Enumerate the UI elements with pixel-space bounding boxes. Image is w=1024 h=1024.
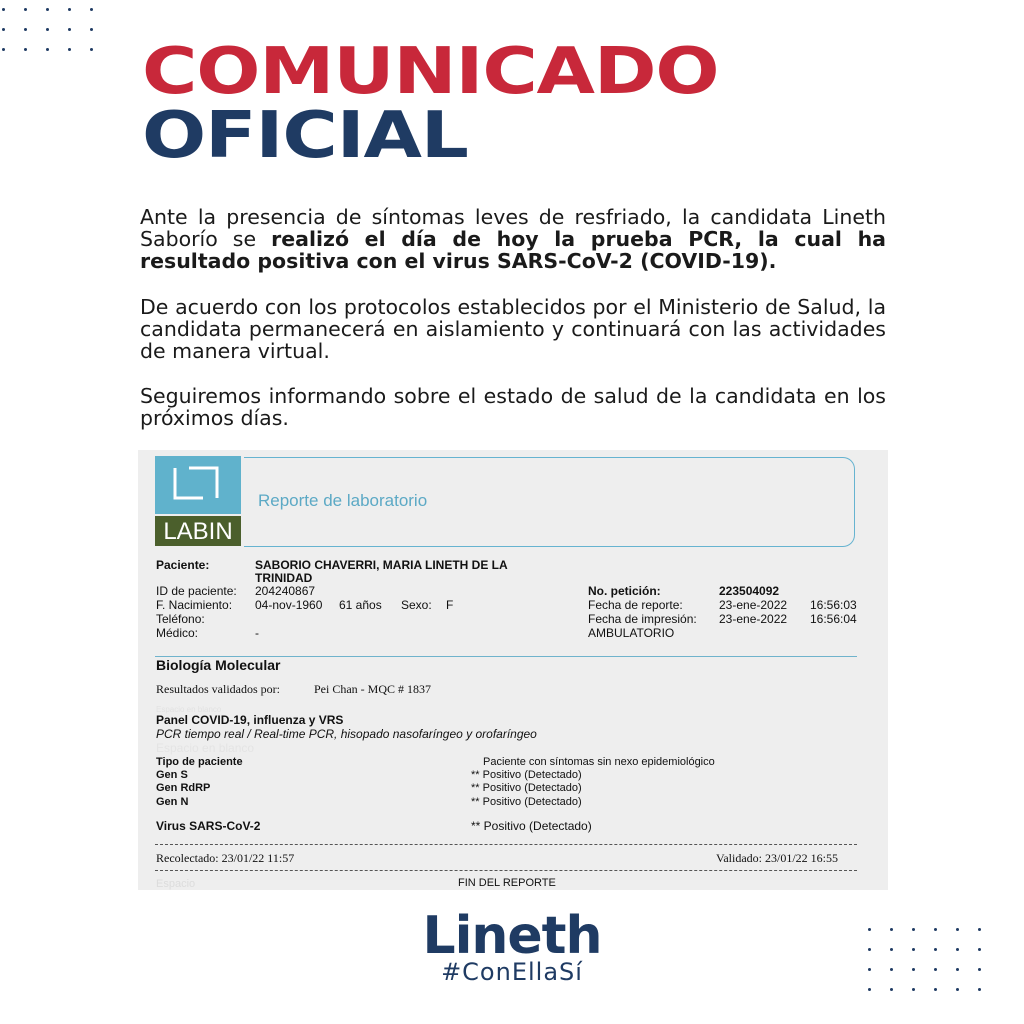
collected-date: Recolectado: 23/01/22 11:57: [156, 851, 295, 865]
paragraph-1-text: Ante la presencia de síntomas leves de resfriado, la candidata Lineth Saborío se: [140, 205, 886, 251]
dot: [90, 28, 93, 31]
dot: [46, 48, 49, 51]
age-value: 61 años: [339, 598, 382, 612]
dot-pattern-top-left: [2, 8, 112, 68]
patient-name-1: SABORIO CHAVERRI, MARIA LINETH DE LA: [255, 558, 508, 572]
dashed-divider-1: [155, 844, 857, 845]
campaign-hashtag: #ConEllaSí: [441, 958, 583, 986]
petition-value: 223504092: [719, 584, 780, 598]
dot: [934, 988, 937, 991]
panel-method: PCR tiempo real / Real-time PCR, hisopado nasofaríngeo y orofaríngeo: [156, 727, 537, 741]
print-date: 23-ene-2022: [719, 612, 788, 626]
row-label-gen-rdrp: Gen RdRP: [156, 782, 211, 794]
dot: [912, 988, 915, 991]
lineth-logo: Lineth: [422, 906, 602, 966]
petition-label: No. petición:: [588, 584, 661, 598]
sex-label: Sexo:: [401, 598, 432, 612]
lab-report: [138, 450, 888, 890]
doctor-value: -: [255, 626, 259, 640]
print-date-label: Fecha de impresión:: [588, 612, 697, 626]
dot: [90, 8, 93, 11]
sex-value: F: [446, 598, 454, 612]
row-value-gen-rdrp: ** Positivo (Detectado): [471, 782, 582, 794]
labin-logo-icon: [155, 456, 241, 514]
dot: [24, 8, 27, 11]
row-value-gen-n: ** Positivo (Detectado): [471, 796, 582, 808]
title-line-2: OFICIAL: [142, 99, 468, 173]
row-label-patient-type: Tipo de paciente: [156, 756, 243, 768]
id-value: 204240867: [255, 584, 316, 598]
virus-label: Virus SARS-CoV-2: [156, 819, 261, 833]
paragraph-2: De acuerdo con los protocolos establecidos por el Ministerio de Salud, la candidata permanecerá en aislamiento y continuará con las actividades de manera virtual.: [140, 295, 886, 363]
row-value-gen-s: ** Positivo (Detectado): [471, 769, 582, 781]
dot: [978, 988, 981, 991]
blank-space-note-1: Espacio en blanco: [156, 705, 222, 714]
dot: [68, 8, 71, 11]
dot: [24, 28, 27, 31]
dot: [24, 48, 27, 51]
section-title: Biología Molecular: [156, 657, 281, 673]
paragraph-1-bold: realizó el día de hoy la prueba PCR, la cual ha resultado positiva con el virus SARS-CoV-2 (COVID-19).: [140, 227, 887, 273]
blank-space-note-2: Espacio en blanco: [156, 741, 255, 755]
report-date: 23-ene-2022: [719, 598, 788, 612]
dot: [68, 28, 71, 31]
id-label: ID de paciente:: [156, 584, 237, 598]
doctor-label: Médico:: [156, 626, 199, 640]
row-label-gen-n: Gen N: [156, 796, 189, 808]
report-time: 16:56:03: [810, 598, 857, 612]
birth-value: 04-nov-1960: [255, 598, 323, 612]
row-value-patient-type: Paciente con síntomas sin nexo epidemiológico: [483, 756, 715, 768]
validated-date: Validado: 23/01/22 16:55: [716, 851, 838, 865]
report-title: Reporte de laboratorio: [258, 491, 428, 510]
dashed-divider-2: [155, 870, 857, 871]
dot: [890, 988, 893, 991]
patient-label: Paciente:: [156, 558, 210, 572]
panel-title: Panel COVID-19, influenza y VRS: [156, 713, 344, 727]
paragraph-3: Seguiremos informando sobre el estado de salud de la candidata en los próximos días.: [140, 384, 886, 430]
blank-space-note-3: Espacio: [156, 878, 196, 890]
print-time: 16:56:04: [810, 612, 857, 626]
end-of-report: FIN DEL REPORTE: [458, 877, 556, 889]
dot: [2, 48, 5, 51]
dot: [868, 988, 871, 991]
ambulatory-label: AMBULATORIO: [588, 626, 675, 640]
dot: [2, 28, 5, 31]
dot: [956, 988, 959, 991]
virus-value: ** Positivo (Detectado): [471, 819, 592, 833]
dot: [2, 8, 5, 11]
phone-label: Teléfono:: [156, 612, 205, 626]
patient-name-2: TRINIDAD: [255, 571, 313, 585]
dot: [46, 8, 49, 11]
title-line-1: COMUNICADO: [142, 35, 719, 109]
validated-by-label: Resultados validados por:: [156, 682, 280, 696]
validated-by-value: Pei Chan - MQC # 1837: [314, 682, 431, 696]
dot: [68, 48, 71, 51]
dot: [90, 48, 93, 51]
labin-logo-text: LABIN: [155, 516, 241, 546]
dot: [46, 28, 49, 31]
row-label-gen-s: Gen S: [156, 769, 188, 781]
report-date-label: Fecha de reporte:: [588, 598, 683, 612]
birth-label: F. Nacimiento:: [156, 598, 233, 612]
paragraph-1: [140, 206, 886, 272]
